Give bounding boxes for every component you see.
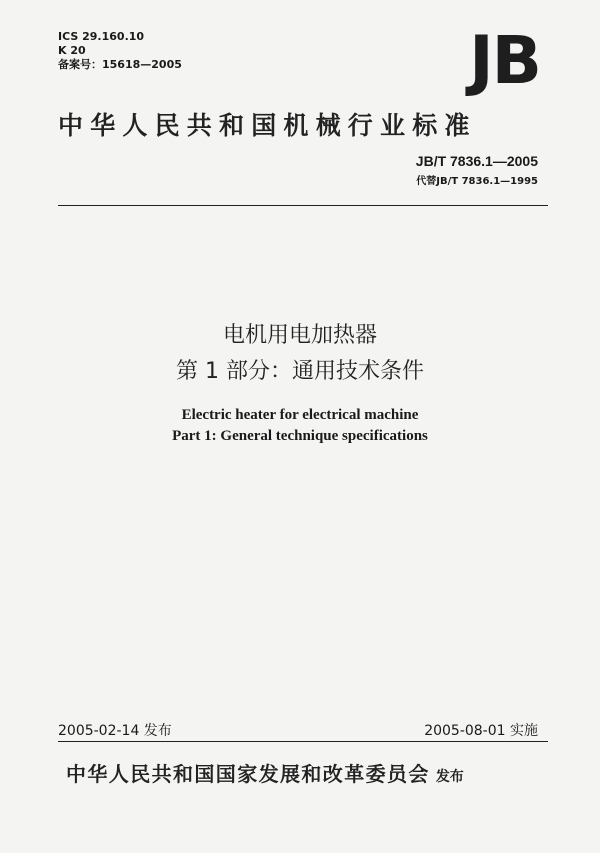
footer-divider	[58, 741, 548, 742]
title-english-line2: Part 1: General technique specifications	[172, 428, 428, 444]
title-chinese-line1: 电机用电加热器	[222, 323, 377, 348]
issuer-suffix: 发布	[435, 769, 464, 785]
industry-standard-title: 中华人民共和国机械行业标准	[58, 111, 477, 140]
standard-number: JB/T 7836.1—2005	[415, 153, 538, 169]
ics-code: ICS 29.160.10	[58, 30, 145, 43]
title-english-line1: Electric heater for electrical machine	[181, 407, 419, 423]
jb-logo: JB	[469, 22, 540, 99]
issue-date: 2005-02-14 发布	[58, 723, 172, 739]
ccs-code: K 20	[58, 44, 86, 57]
header-divider	[58, 205, 548, 206]
implementation-date: 2005-08-01 实施	[424, 723, 538, 739]
issuer-name: 中华人民共和国国家发展和改革委员会	[66, 762, 430, 786]
issuing-authority	[66, 758, 464, 787]
replaced-standard: 代替JB/T 7836.1—1995	[416, 176, 538, 187]
filing-number: 备案号：15618—2005	[58, 58, 182, 71]
title-chinese-line2: 第 1 部分：通用技术条件	[176, 359, 424, 384]
